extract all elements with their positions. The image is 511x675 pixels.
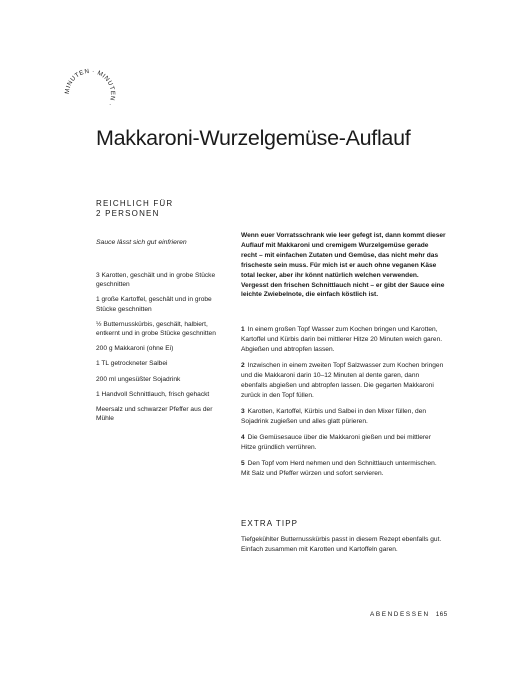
page-footer xyxy=(370,611,448,618)
ingredient-item: 1 große Kartoffel, geschält und in grobe Stücke geschnitten xyxy=(96,296,212,313)
recipe-intro: Wenn euer Vorratsschrank wie leer gefegt ist, dann kommt dieser Auflauf mit Makkaroni und cremigem Wurzelgemüse gerade recht – mit einfachen Zutaten und Gemüse, das nicht mehr das frischeste sein muss. Für mich ist er auch ohne veganen Käse total lecker, aber ihr könnt natürlich welchen verwenden. Vergesst den frischen Schnittlauch nicht – er gibt der Sauce eine leichte Zwiebelnote, die einfach köstlich ist. xyxy=(241,232,446,299)
step-item xyxy=(241,361,447,401)
freeze-note: Sauce lässt sich gut einfrieren xyxy=(96,239,187,246)
minutes-badge xyxy=(62,66,118,122)
tip-text: Tiefgekühlter Butternusskürbis passt in diesem Rezept ebenfalls gut. Einfach zusammen mit Karotten und Kartoffeln garen. xyxy=(241,536,442,553)
step-item xyxy=(241,433,447,453)
step-text: Inzwischen in einem zweiten Topf Salzwasser zum Kochen bringen und die Makkaroni darin 10–12 Minuten al dente garen, dann ebenfalls abgießen und abtropfen lassen. Die gegarten Makkaroni zurück in den Topf füllen. xyxy=(241,362,444,399)
ingredient-item: 1 Handvoll Schnittlauch, frisch gehackt xyxy=(96,390,210,398)
ingredient-item: 1 TL getrockneter Salbei xyxy=(96,360,168,368)
step-text: In einem großen Topf Wasser zum Kochen bringen und Karotten, Kartoffel und Kürbis darin bei mittlerer Hitze 20 Minuten weich garen. Abgießen und abtropfen lassen. xyxy=(241,326,443,353)
ingredient-list xyxy=(96,271,231,429)
ingredient-item: 200 g Makkaroni (ohne Ei) xyxy=(96,345,174,353)
step-number: 5 xyxy=(241,460,245,467)
servings xyxy=(96,199,173,219)
step-number: 1 xyxy=(241,326,245,333)
section-name: ABENDESSEN xyxy=(370,611,430,618)
step-list xyxy=(241,325,447,485)
ingredient-item: ½ Butternusskürbis, geschält, halbiert, entkernt und in grobe Stücke geschnitten xyxy=(96,320,216,338)
page-number: 165 xyxy=(435,611,448,618)
ingredient-item: 3 Karotten, geschält und in grobe Stücke geschnitten xyxy=(96,272,216,289)
servings-line-1: REICHLICH FÜR xyxy=(96,199,174,208)
recipe-title: Makkaroni-Wurzelgemüse-Auflauf xyxy=(96,126,411,150)
step-item xyxy=(241,407,447,427)
tip-heading: EXTRA TIPP xyxy=(241,519,299,528)
step-text: Den Topf vom Herd nehmen und den Schnittlauch untermischen. Mit Salz und Pfeffer würzen und sofort servieren. xyxy=(241,460,437,477)
step-number: 3 xyxy=(241,408,245,415)
step-item xyxy=(241,325,447,355)
step-number: 2 xyxy=(241,362,245,369)
step-number: 4 xyxy=(241,434,245,441)
ingredient-item: Meersalz und schwarzer Pfeffer aus der Mühle xyxy=(96,406,213,423)
step-item xyxy=(241,459,447,479)
minutes-badge-text: MINUTEN · MINUTEN · xyxy=(63,67,117,108)
ingredient-item: 200 ml ungesüßter Sojadrink xyxy=(96,375,181,383)
servings-line-2: 2 PERSONEN xyxy=(96,209,160,218)
step-text: Karotten, Kartoffel, Kürbis und Salbei in den Mixer füllen, den Sojadrink zugießen und alles glatt pürieren. xyxy=(241,408,427,425)
step-text: Die Gemüsesauce über die Makkaroni gießen und bei mittlerer Hitze gründlich verrühren. xyxy=(241,434,431,451)
